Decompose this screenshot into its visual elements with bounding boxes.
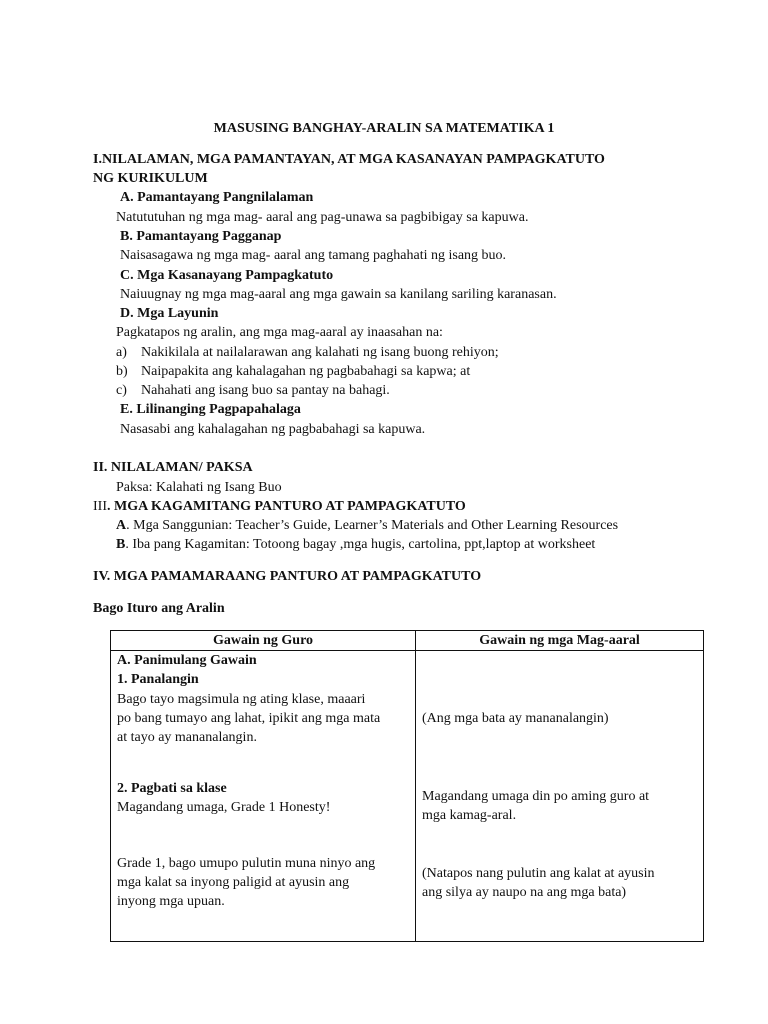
section1-a-title: A. Pamantayang Pangnilalaman <box>120 190 314 205</box>
student-response-2-line: mga kamag-aral. <box>422 808 517 823</box>
section3-item-a-marker: A <box>116 518 127 533</box>
section2-heading: II. NILALAMAN/ PAKSA <box>93 460 253 475</box>
section3-heading-number: III <box>93 499 107 514</box>
item2-line: Magandang umaga, Grade 1 Honesty! <box>117 800 331 815</box>
section1-e-title: E. Lilinanging Pagpapahalaga <box>120 402 301 417</box>
section1-b-title: B. Pamantayang Pagganap <box>120 229 282 244</box>
student-response-1: (Ang mga bata ay mananalangin) <box>422 711 609 726</box>
student-response-2-line: Magandang umaga din po aming guro at <box>422 789 650 804</box>
teacher-activities-cell <box>111 651 416 942</box>
table-header-row <box>111 631 704 651</box>
item2-title: 2. Pagbati sa klase <box>117 781 227 796</box>
part-title: A. Panimulang Gawain <box>117 653 257 668</box>
student-response-3-line: ang silya ay naupo na ang mga bata) <box>422 885 627 900</box>
header-student-activities: Gawain ng mga Mag-aaral <box>416 631 704 651</box>
subheading-bago-ituro: Bago Ituro ang Aralin <box>93 601 225 616</box>
section1-e-text: Nasasabi ang kahalagahan ng pagbabahagi sa kapuwa. <box>120 422 426 437</box>
section3-heading-text: . MGA KAGAMITANG PANTURO AT PAMPAGKATUTO <box>107 499 466 514</box>
section3-heading <box>93 497 466 516</box>
item1-line: po bang tumayo ang lahat, ipikit ang mga mata <box>117 711 381 726</box>
student-response-3-line: (Natapos nang pulutin ang kalat at ayusin <box>422 866 655 881</box>
section3-item-b-marker: B <box>116 537 126 552</box>
item1-line: Bago tayo magsimula ng ating klase, maaari <box>117 692 366 707</box>
lesson-activity-table <box>110 630 704 942</box>
section1-a-text: Natututuhan ng mga mag- aaral ang pag-unawa sa pagbibigay sa kapuwa. <box>116 210 529 225</box>
item3-line: mga kalat sa inyong paligid at ayusin ang <box>117 875 350 890</box>
objective-marker: b) <box>116 364 128 379</box>
section1-b-text: Naisasagawa ng mga mag- aaral ang tamang paghahati ng isang buo. <box>120 248 507 263</box>
student-activities-cell <box>416 651 704 942</box>
section1-d-title: D. Mga Layunin <box>120 306 219 321</box>
item3-line: Grade 1, bago umupo pulutin muna ninyo ang <box>117 856 376 871</box>
section3-item-b <box>116 535 595 554</box>
document-title: MASUSING BANGHAY-ARALIN SA MATEMATIKA 1 <box>213 121 555 136</box>
item3-line: inyong mga upuan. <box>117 894 225 909</box>
section3-item-b-text: . Iba pang Kagamitan: Totoong bagay ,mga hugis, cartolina, ppt,laptop at worksheet <box>125 537 596 552</box>
section1-c-title: C. Mga Kasanayang Pampagkatuto <box>120 268 334 283</box>
objective-text: Nakikilala at nailalarawan ang kalahati ng isang buong rehiyon; <box>141 345 499 360</box>
section2-text: Paksa: Kalahati ng Isang Buo <box>116 480 282 495</box>
item1-line: at tayo ay mananalangin. <box>117 730 257 745</box>
item1-title: 1. Panalangin <box>117 672 199 687</box>
section4-heading: IV. MGA PAMAMARAANG PANTURO AT PAMPAGKATUTO <box>93 569 482 584</box>
table-row <box>111 651 704 942</box>
objective-marker: c) <box>116 383 127 398</box>
objective-text: Naipapakita ang kahalagahan ng pagbabahagi sa kapwa; at <box>141 364 471 379</box>
section1-c-text: Naiuugnay ng mga mag-aaral ang mga gawain sa kanilang sariling karanasan. <box>120 287 557 302</box>
section1-heading-line2: NG KURIKULUM <box>93 171 208 186</box>
objective-marker: a) <box>116 345 127 360</box>
section3-item-a-text: . Mga Sanggunian: Teacher’s Guide, Learner’s Materials and Other Learning Resources <box>126 518 619 533</box>
section1-d-intro: Pagkatapos ng aralin, ang mga mag-aaral ay inaasahan na: <box>116 325 443 340</box>
section3-item-a <box>116 516 618 535</box>
header-teacher-activities: Gawain ng Guro <box>111 631 416 651</box>
section1-heading-line1: I.NILALAMAN, MGA PAMANTAYAN, AT MGA KASANAYAN PAMPAGKATUTO <box>93 152 605 167</box>
objective-text: Nahahati ang isang buo sa pantay na bahagi. <box>141 383 390 398</box>
